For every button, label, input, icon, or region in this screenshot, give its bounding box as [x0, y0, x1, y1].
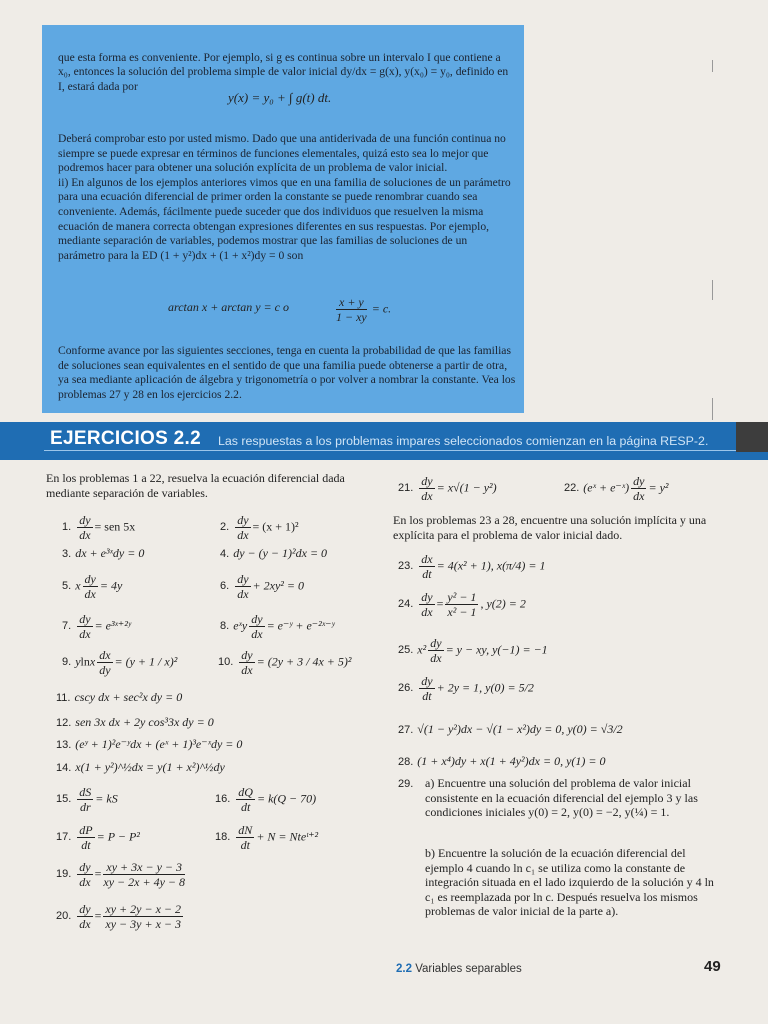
problem-5: 5. x $\frac{dy}{dx}$ = 4y [62, 572, 123, 601]
note-paragraph-2a: Deberá comprobar esto por usted mismo. Dado que una antiderivada de una función continua no siempre se puede expresar en términos de funciones elementales, quizá esto sea lo mejor que podremos hacer para obtener una solución explícita de un problema de valor inicial. [58, 132, 506, 175]
page-footer [396, 963, 522, 975]
footer-section: 2.2 [396, 963, 412, 975]
problem-2: 2. $\frac{dy}{dx}$ = (x + 1)² [220, 513, 299, 542]
problem-3: 3. dx + e³ˣdy = 0 [62, 546, 145, 560]
problem-8: 8. eˣy $\frac{dy}{dx}$ = e⁻ʸ + e⁻²ˣ⁻ʸ [220, 612, 335, 641]
note-paragraph-2 [58, 132, 516, 263]
problem-16: 16. $\frac{dQ}{dt}$ = k(Q − 70) [215, 785, 317, 814]
problem-4: 4. dy − (y − 1)²dx = 0 [220, 546, 328, 560]
note-equation-2-fraction [334, 295, 391, 324]
eq2-numerator: x + y [336, 295, 367, 310]
problem-23: 23. $\frac{dx}{dt}$ = 4(x² + 1), x(π/4) = 1 [398, 552, 546, 581]
margin-mark [712, 398, 713, 420]
note-paragraph-1: que esta forma es conveniente. Por ejemplo, si g es continua sobre un intervalo I que contiene a x₀, entonces la solución del problema simple de valor inicial dy/dx = g(x), y(x₀) = y₀, definido en I, estará dada por [58, 50, 509, 93]
problem-24: 24. $\frac{dy}{dx}$ = $\frac{\text{y² − 1}}{\text{x² − 1}}$ , y(2) = 2 [398, 590, 526, 619]
problem-11: 11. cscy dx + sec²x dy = 0 [56, 690, 183, 704]
problem-6: 6. $\frac{dy}{dx}$ + 2xy² = 0 [220, 572, 304, 601]
intro-right: En los problemas 23 a 28, encuentre una solución implícita y una explícita para el problema de valor inicial dado. [393, 513, 707, 542]
problem-27: 27. √(1 − y²)dx − √(1 − x²)dy = 0, y(0) = √3/2 [398, 722, 623, 736]
problem-1: 1. $\frac{dy}{dx}$ = sen 5x [62, 513, 136, 542]
margin-mark [712, 280, 713, 300]
problem-19: 19. $\frac{dy}{dx}$ = $\frac{xy + 3x - y - 3}{xy - 2x + 4y - 8}$ [56, 860, 186, 889]
margin-mark [712, 60, 713, 72]
exercise-title: EJERCICIOS 2.2 [50, 428, 201, 449]
note-equation-2: arctan x + arctan y = c o [168, 300, 289, 314]
problem-14: 14. x(1 + y²)^½dx = y(1 + x²)^½dy [56, 760, 225, 774]
problem-22: 22. (eˣ + e⁻ˣ) $\frac{dy}{dx}$ = y² [564, 474, 669, 503]
problem-10: 10. $\frac{dy}{dx}$ = (2y + 3 / 4x + 5)² [218, 648, 352, 677]
problem-15: 15. $\frac{dS}{dr}$ = kS [56, 785, 118, 814]
eq2-rhs: = c. [371, 301, 392, 316]
chapter-tab [736, 422, 768, 452]
intro-left: En los problemas 1 a 22, resuelva la ecuación diferencial dada mediante separación de variables. [46, 471, 345, 500]
problem-13: 13. (eʸ + 1)²e⁻ʸdx + (eˣ + 1)³e⁻ˣdy = 0 [56, 737, 243, 751]
problem-9: 9. ylnx $\frac{dx}{dy}$ = (y + 1 / x)² [62, 648, 178, 677]
problem-28: 28. (1 + x⁴)dy + x(1 + 4y²)dx = 0, y(1) = 0 [398, 754, 606, 768]
eq2-denominator: 1 − xy [336, 310, 367, 324]
footer-label: Variables separables [415, 963, 522, 975]
exercise-subtitle: Las respuestas a los problemas impares seleccionados comienzan en la página RESP-2. [218, 434, 709, 448]
problem-7: 7. $\frac{dy}{dx}$ = e³ˣ⁺²ʸ [62, 612, 131, 641]
note-paragraph-2b: ii) En algunos de los ejemplos anteriores vimos que en una familia de soluciones de un parámetro para una ecuación diferencial de primer orden la constante se puede renombrar cuando sea conveniente. Además, fácilmente puede suceder que dos individuos que resuelven la misma ecuación de manera correcta obtengan expresiones diferentes en sus respuestas. Por ejemplo, mediante separación de variables, podemos mostrar que las familias de soluciones de un parámetro para la ED (1 + y²)dx + (1 + x²)dy = 0 son [58, 175, 511, 262]
note-equation-1: y(x) = y₀ + ∫ g(t) dt. [228, 90, 332, 105]
problem-20: 20. $\frac{dy}{dx}$ = $\frac{xy + 2y - x - 2}{xy - 3y + x - 3}$ [56, 902, 182, 931]
problem-21: 21. $\frac{dy}{dx}$ = x√(1 − y²) [398, 474, 497, 503]
note-paragraph-3: Conforme avance por las siguientes secciones, tenga en cuenta la probabilidad de que las familias de soluciones sean equivalentes en el sentido de que una familia puede obtenerse a partir de otra, ya sea mediante aplicación de álgebra y trigonometría o por volver a nombrar la constante. Vea los problemas 27 y 28 en los ejercicios 2.2. [58, 344, 516, 401]
problem-18: 18. $\frac{dN}{dt}$ + N = Nteᵗ⁺² [215, 823, 319, 852]
problem-29a: a) Encuentre una solución del problema de valor inicial consistente en la ecuación diferencial del ejemplo 3 y las condiciones iniciales y(0) = 2, y(0) = −2, y(¼) = 1. [425, 776, 698, 819]
problem-17: 17. $\frac{dP}{dt}$ = P − P² [56, 823, 140, 852]
problem-12: 12. sen 3x dx + 2y cos³3x dy = 0 [56, 715, 214, 729]
problem-29: 29. [398, 778, 414, 790]
problem-25: 25. x² $\frac{dy}{dx}$ = y − xy, y(−1) = −1 [398, 636, 548, 665]
problem-26: 26. $\frac{dy}{dt}$ + 2y = 1, y(0) = 5/2 [398, 674, 534, 703]
page-number: 49 [704, 958, 721, 975]
problem-29b: b) Encuentre la solución de la ecuación diferencial del ejemplo 4 cuando ln c₁ se utiliza como la constante de integración situada en el lado izquierdo de la solución y 4 ln c₁ es reemplazada por ln c. Después resuelva los mismos problemas de valor inicial de la parte a). [425, 846, 714, 918]
